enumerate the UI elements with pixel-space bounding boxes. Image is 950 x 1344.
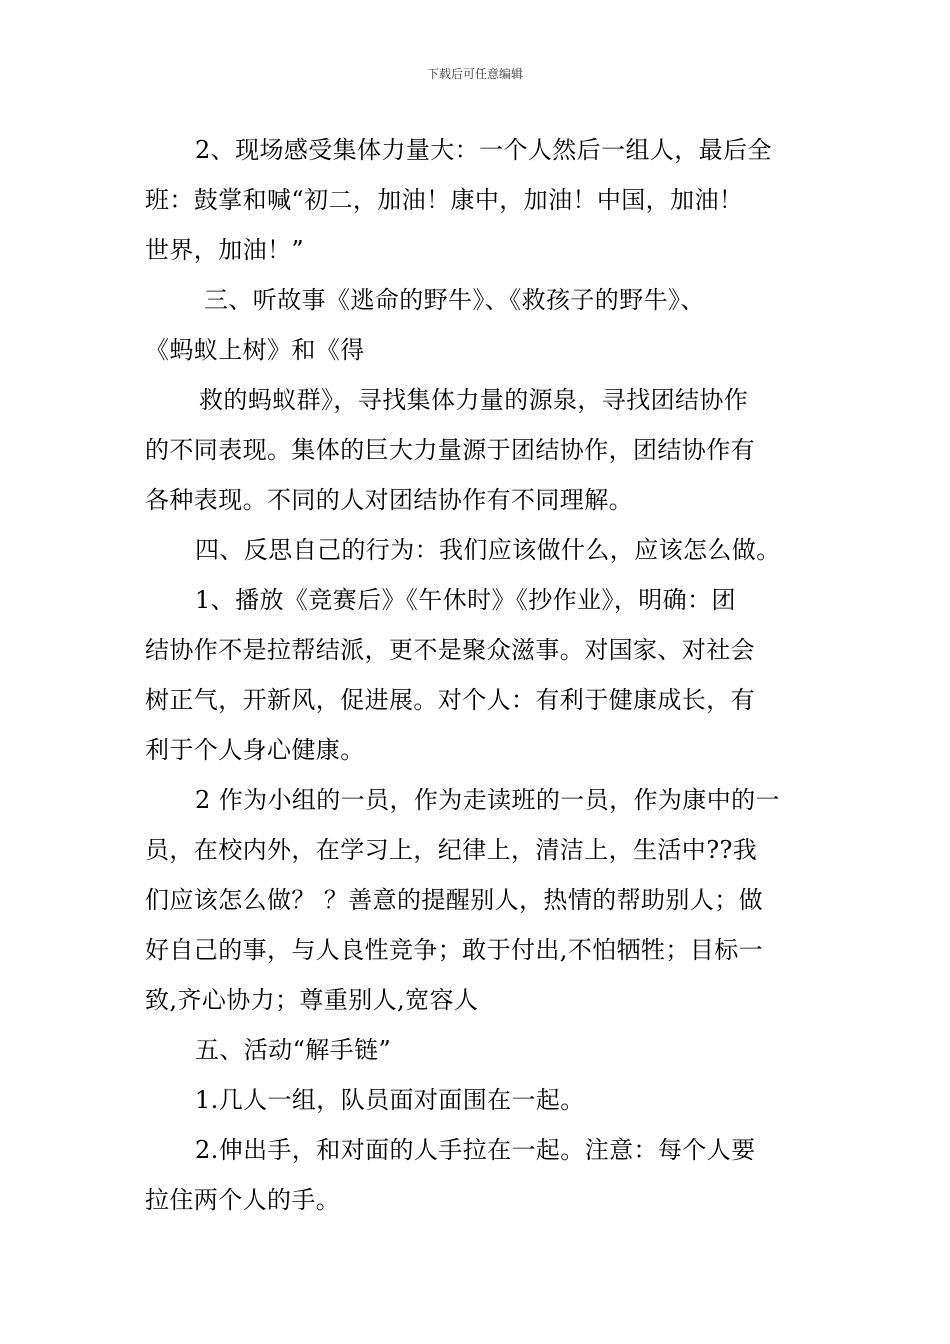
text-line: 1.几人一组，队员面对面围在一起。: [195, 1086, 585, 1114]
text-line: 好自己的事，与人良性竞争；敢于付出,不怕牺牲；目标一: [145, 936, 764, 964]
text-line: 利于个人身心健康。: [145, 736, 365, 764]
text-line: 世界，加油！”: [145, 236, 305, 264]
text-line: 员，在校内外，在学习上，纪律上，清洁上，生活中??我: [145, 836, 758, 864]
text-line: 2 作为小组的一员，作为走读班的一员，作为康中的一: [195, 786, 780, 814]
text-line: 2、现场感受集体力量大：一个人然后一组人，最后全: [195, 136, 772, 164]
text-line: 各种表现。不同的人对团结协作有不同理解。: [145, 486, 633, 514]
text-line: 救的蚂蚁群》，寻找集体力量的源泉，寻找团结协作: [199, 386, 749, 414]
text-line: 《蚂蚁上树》和《得: [145, 336, 365, 364]
text-line: 2.伸出手，和对面的人手拉在一起。注意：每个人要: [195, 1136, 756, 1164]
text-line: 结协作不是拉帮结派，更不是聚众滋事。对国家、对社会: [145, 636, 755, 664]
text-line: 拉住两个人的手。: [145, 1186, 341, 1214]
text-line: 树正气，开新风，促进展。对个人：有利于健康成长，有: [145, 686, 755, 714]
text-line: 四、反思自己的行为：我们应该做什么，应该怎么做。: [195, 536, 781, 564]
text-line: 的不同表现。集体的巨大力量源于团结协作，团结协作有: [145, 436, 755, 464]
text-line: 1、播放《竞赛后》《午休时》《抄作业》，明确：团: [195, 586, 736, 614]
text-line: 五、活动“解手链”: [195, 1036, 392, 1064]
text-line: 致,齐心协力；尊重别人,宽容人: [145, 986, 479, 1014]
text-line: 班：鼓掌和喊“初二，加油！康中，加油！中国，加油！: [145, 186, 744, 214]
page-header: 下载后可任意编辑: [426, 67, 523, 81]
text-line: 们应该怎么做？ ？善意的提醒别人，热情的帮助别人；做: [145, 886, 764, 914]
text-line: 三、听故事《逃命的野牛》、《救孩子的野牛》、: [204, 286, 705, 314]
